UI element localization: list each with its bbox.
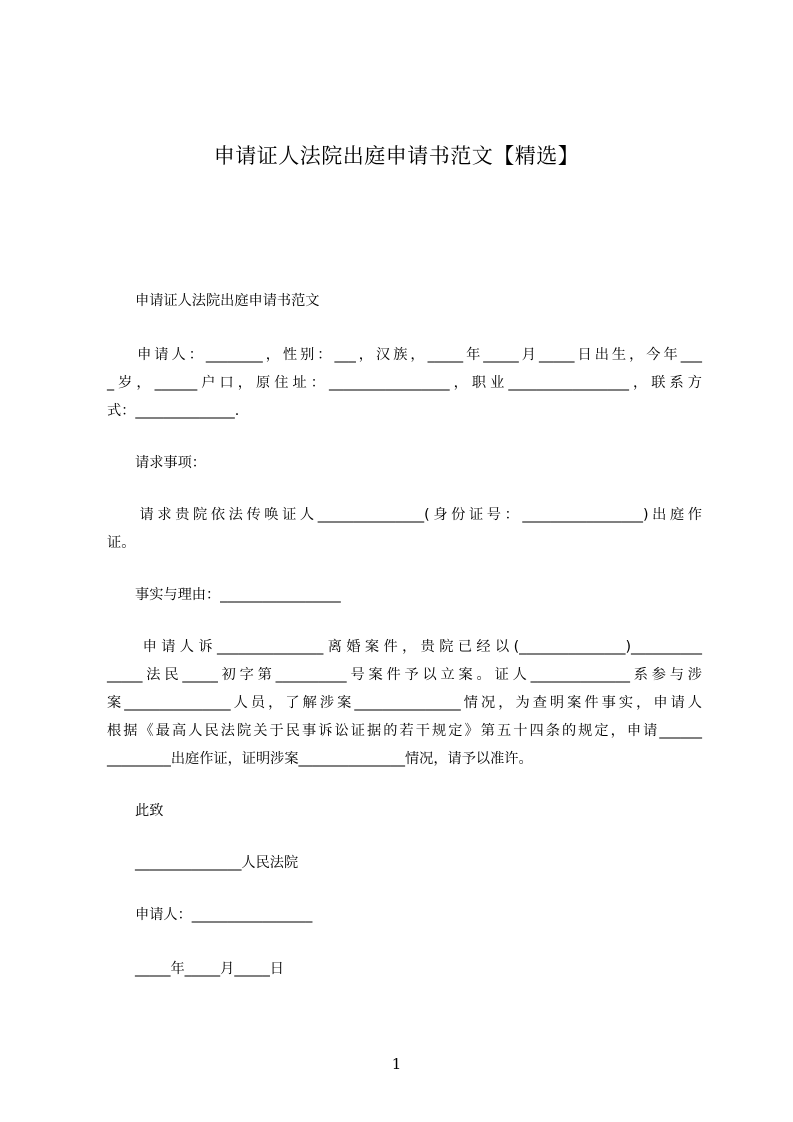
facts-body-line-5: _________出庭作证，证明涉案_______________情况，请予以准许。 — [107, 751, 533, 767]
signature-date: _____年_____月_____日 — [135, 961, 284, 977]
court-addressee: _______________人民法院 — [135, 855, 299, 871]
section-subtitle: 申请证人法院出庭申请书范文 — [135, 293, 320, 309]
facts-body-line-3: 案_______________人员，了解涉案_______________情况，为查明案件事实，申请人 — [107, 695, 702, 711]
request-body-line-1: 请求贵院依法传唤证人_______________(身份证号：_________________)出庭作 — [107, 507, 702, 523]
applicant-info-line-3: 式：______________. — [107, 403, 240, 419]
closing-salutation: 此致 — [135, 803, 164, 819]
request-heading: 请求事项： — [135, 455, 206, 471]
facts-heading: 事实与理由：_________________ — [135, 587, 341, 603]
applicant-info-line-1: 申请人：________，性别：___，汉族，_____年_____月_____日出生，今年___ — [107, 347, 702, 363]
request-body-line-2: 证。 — [107, 535, 136, 551]
page-number: 1 — [391, 1055, 402, 1073]
applicant-info-line-2: _岁，______户口，原住址：_________________，职业_________________，联系方 — [107, 375, 702, 391]
facts-body-line-1: 申请人诉_______________离婚案件，贵院已经以(_______________)__________ — [107, 639, 702, 655]
facts-body-line-2: _____法民_____初字第__________号案件予以立案。证人______________系参与涉 — [107, 667, 702, 683]
document-title: 申请证人法院出庭申请书范文【精选】 — [213, 144, 580, 168]
facts-body-line-4: 根据《最高人民法院关于民事诉讼证据的若干规定》第五十四条的规定，申请______ — [107, 723, 702, 739]
applicant-signature: 申请人：_________________ — [135, 907, 313, 923]
